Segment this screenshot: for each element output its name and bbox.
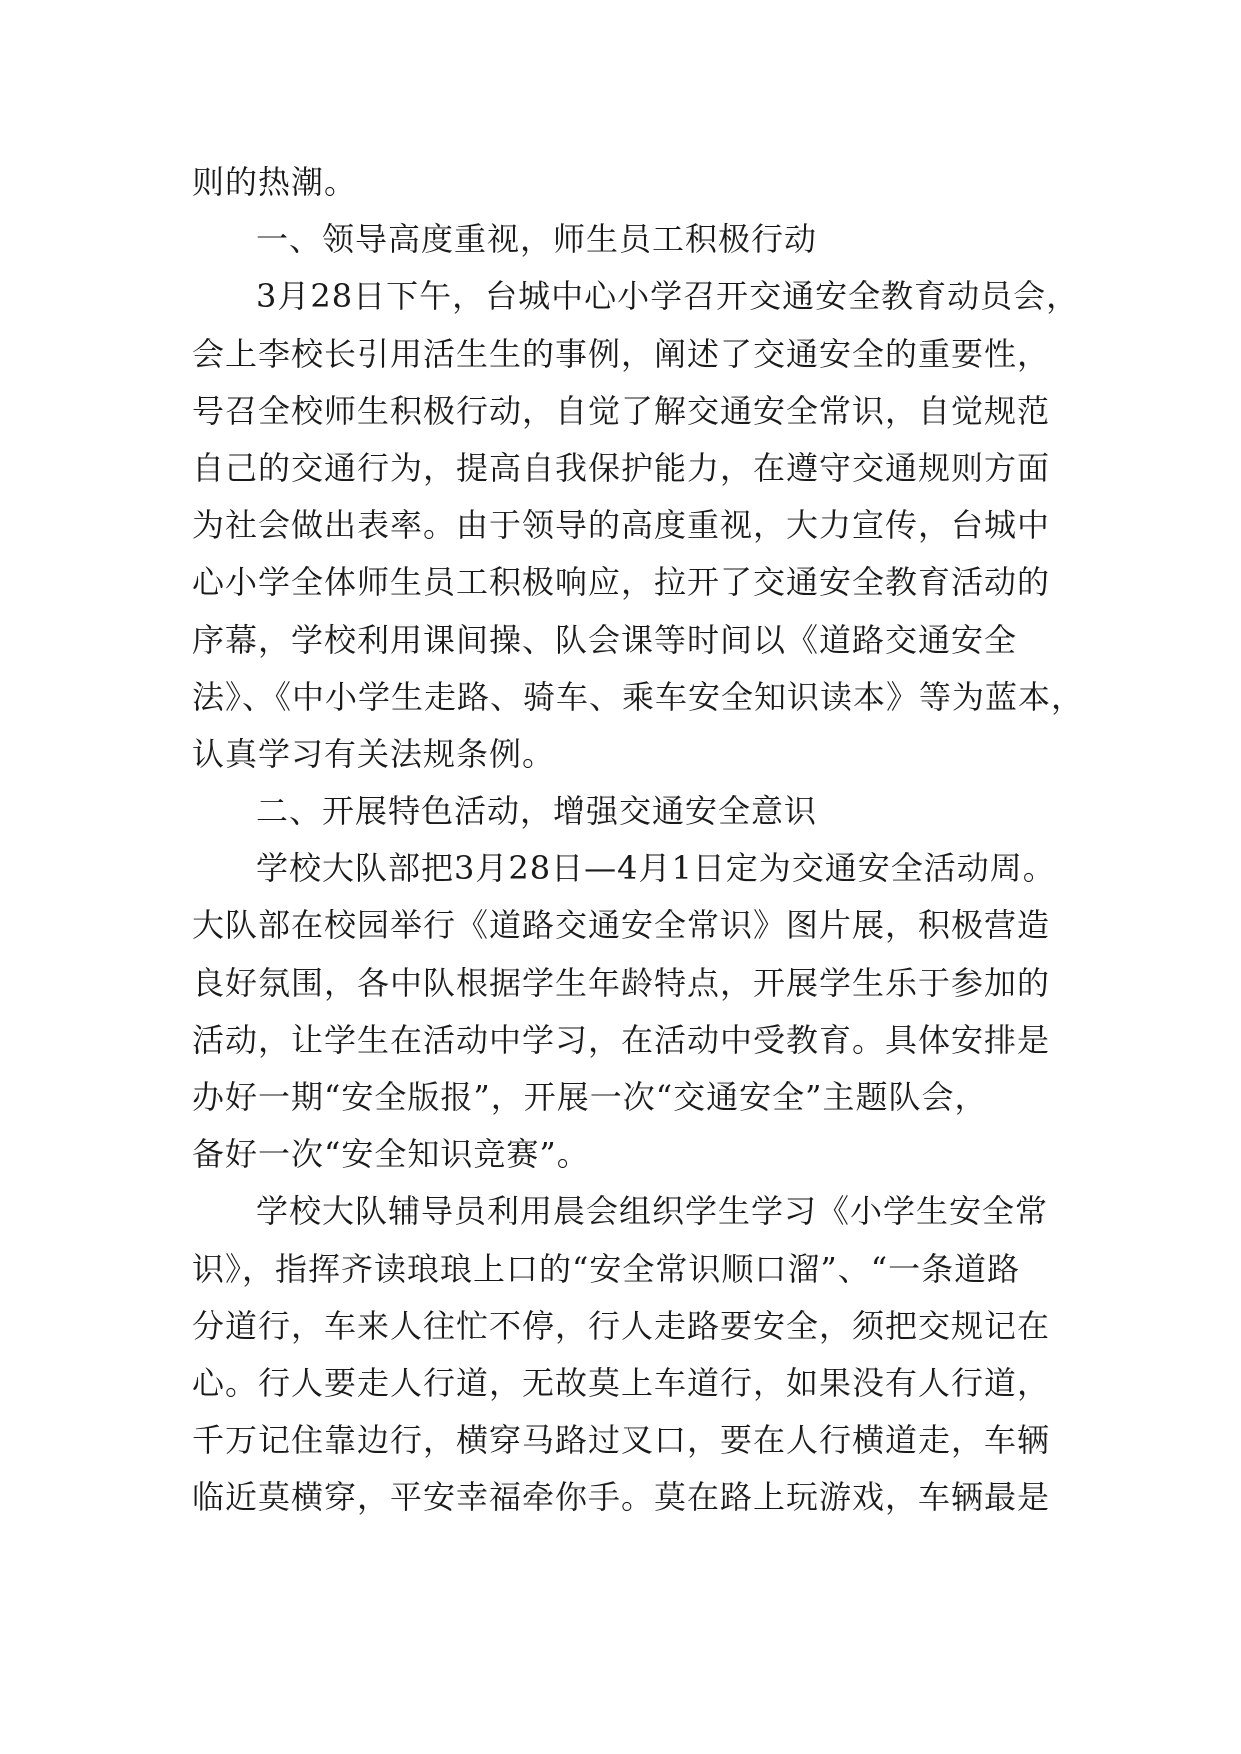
section-heading-1: 一、领导高度重视，师生员工积极行动 <box>256 220 818 259</box>
document-body <box>192 154 1085 1527</box>
paragraph-line: 临近莫横穿，平安幸福牵你手。莫在路上玩游戏，车辆最是 <box>192 1478 1051 1517</box>
paragraph-line: 认真学习有关法规条例。 <box>192 734 556 773</box>
paragraph-line: 则的热潮。 <box>192 163 358 201</box>
paragraph-line: 良好氛围，各中队根据学生年龄特点，开展学生乐于参加的 <box>192 963 1051 1002</box>
section-heading-2: 二、开展特色活动，增强交通安全意识 <box>256 792 818 831</box>
paragraph-line: 学校大队部把3月28日—4月1日定为交通安全活动周。 <box>256 849 1056 888</box>
paragraph-line: 办好一期“安全版报”，开展一次“交通安全”主题队会， <box>192 1078 988 1116</box>
paragraph-line: 会上李校长引用活生生的事例，阐述了交通安全的重要性， <box>192 334 1051 373</box>
paragraph-line: 号召全校师生积极行动，自觉了解交通安全常识，自觉规范 <box>192 391 1051 430</box>
paragraph-line: 千万记住靠边行，横穿马路过叉口，要在人行横道走，车辆 <box>192 1421 1051 1460</box>
paragraph-line: 识》，指挥齐读琅琅上口的“安全常识顺口溜”、“一条道路 <box>192 1249 1021 1288</box>
paragraph-line: 备好一次“安全知识竞赛”。 <box>192 1135 590 1174</box>
paragraph-line: 3月28日下午，台城中心小学召开交通安全教育动员会， <box>256 277 1080 316</box>
paragraph-line: 学校大队辅导员利用晨会组织学生学习《小学生安全常 <box>256 1192 1049 1231</box>
paragraph-line: 活动，让学生在活动中学习，在活动中受教育。具体安排是 <box>192 1020 1051 1059</box>
paragraph-line: 法》、《中小学生走路、骑车、乘车安全知识读本》等为蓝本， <box>192 677 1085 716</box>
paragraph-line: 自己的交通行为，提高自我保护能力，在遵守交通规则方面 <box>192 448 1051 487</box>
paragraph-line: 为社会做出表率。由于领导的高度重视，大力宣传，台城中 <box>192 506 1051 545</box>
paragraph-line: 心小学全体师生员工积极响应，拉开了交通安全教育活动的 <box>192 563 1051 602</box>
paragraph-line: 序幕，学校利用课间操、队会课等时间以《道路交通安全 <box>192 620 1018 659</box>
paragraph-line: 心。行人要走人行道，无故莫上车道行，如果没有人行道， <box>192 1363 1051 1402</box>
paragraph-line: 大队部在校园举行《道路交通安全常识》图片展，积极营造 <box>192 906 1051 945</box>
paragraph-line: 分道行，车来人往忙不停，行人走路要安全，须把交规记在 <box>192 1306 1051 1345</box>
